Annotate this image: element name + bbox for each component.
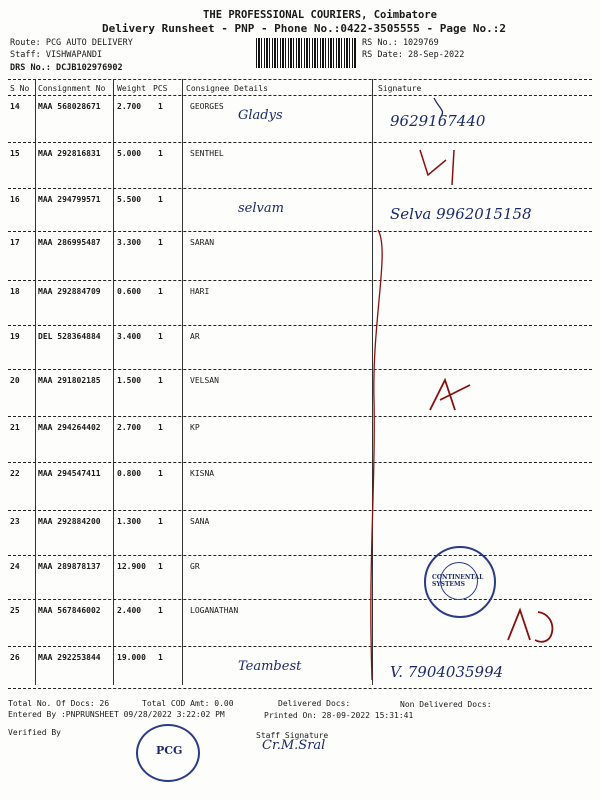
cell-sno: 17: [10, 238, 20, 247]
cell-cons: MAA 294799571: [38, 195, 101, 204]
cell-sno: 26: [10, 653, 20, 662]
cell-cons: MAA 292816831: [38, 149, 101, 158]
cell-pcs: 1: [158, 423, 163, 432]
cell-weight: 19.000: [117, 653, 146, 662]
cell-consignee: VELSAN: [190, 376, 219, 385]
col-consignment: Consignment No: [38, 84, 106, 93]
cell-cons: MAA 292884709: [38, 287, 101, 296]
cell-pcs: 1: [158, 102, 163, 111]
cell-weight: 0.800: [117, 469, 142, 478]
col-signature: Signature: [378, 84, 422, 93]
cell-sno: 18: [10, 287, 20, 296]
cell-sno: 15: [10, 149, 20, 158]
cell-cons: MAA 294264402: [38, 423, 101, 432]
cell-sno: 24: [10, 562, 20, 571]
cell-cons: MAA 567846002: [38, 606, 101, 615]
cell-cons: MAA 289878137: [38, 562, 101, 571]
cell-consignee: AR: [190, 332, 200, 341]
cell-pcs: 1: [158, 517, 163, 526]
cell-weight: 3.400: [117, 332, 142, 341]
cell-cons: MAA 292253844: [38, 653, 101, 662]
total-cod: Total COD Amt: 0.00: [142, 699, 234, 708]
handwritten-consignee: selvam: [238, 201, 284, 216]
signature-value: 9629167440: [390, 112, 486, 130]
col-consignee: Consignee Details: [186, 84, 268, 93]
cell-sno: 16: [10, 195, 20, 204]
cell-sno: 14: [10, 102, 20, 111]
cell-sno: 25: [10, 606, 20, 615]
cell-weight: 1.500: [117, 376, 142, 385]
cell-weight: 2.700: [117, 423, 142, 432]
drs-number: DRS No.: DCJB102976902: [10, 63, 123, 73]
cell-cons: MAA 286995487: [38, 238, 101, 247]
stamp-text: CONTINENTAL SYSTEMS: [432, 574, 484, 588]
cell-weight: 5.000: [117, 149, 142, 158]
stamp-pcg-text: PCG: [156, 744, 183, 757]
pen-tick-25: [508, 610, 552, 642]
pen-tick-15: [420, 150, 454, 185]
cell-pcs: 1: [158, 606, 163, 615]
cell-consignee: KISNA: [190, 469, 215, 478]
cell-cons: DEL 528364884: [38, 332, 101, 341]
pen-sig-14: [434, 98, 442, 118]
cell-weight: 2.400: [117, 606, 142, 615]
delivered-docs: Delivered Docs:: [278, 699, 351, 708]
cell-sno: 23: [10, 517, 20, 526]
cell-pcs: 1: [158, 287, 163, 296]
staff-label: Staff: VISHWAPANDI: [10, 50, 103, 60]
cell-weight: 3.300: [117, 238, 142, 247]
verified-by: Verified By: [8, 728, 61, 737]
cell-sno: 19: [10, 332, 20, 341]
route-label: Route: PCG AUTO DELIVERY: [10, 38, 133, 48]
cell-consignee: HARI: [190, 287, 210, 296]
cell-sno: 21: [10, 423, 20, 432]
cell-pcs: 1: [158, 238, 163, 247]
cell-pcs: 1: [158, 469, 163, 478]
cell-cons: MAA 292884200: [38, 517, 101, 526]
cell-consignee: SARAN: [190, 238, 215, 247]
staff-signature-label: Staff Signature: [256, 731, 329, 740]
cell-cons: MAA 568028671: [38, 102, 101, 111]
handwritten-consignee: Teambest: [238, 659, 302, 674]
col-weight: Weight: [117, 84, 146, 93]
col-sno: S No: [10, 84, 30, 93]
signature-value: V. 7904035994: [390, 663, 504, 681]
cell-cons: MAA 291802185: [38, 376, 101, 385]
total-docs: Total No. Of Docs: 26: [8, 699, 110, 708]
cell-weight: 1.300: [117, 517, 142, 526]
runsheet-title: Delivery Runsheet - PNP - Phone No.:0422-3505555 - Page No.:2: [102, 22, 506, 35]
cell-consignee: KP: [190, 423, 200, 432]
cell-consignee: LOGANATHAN: [190, 606, 239, 615]
cell-weight: 12.900: [117, 562, 146, 571]
cell-cons: MAA 294547411: [38, 469, 101, 478]
pen-tick-20: [430, 380, 470, 410]
staff-signature: Cr.M.Sral: [262, 738, 326, 753]
col-pcs: PCS: [153, 84, 168, 93]
cell-consignee: GR: [190, 562, 200, 571]
company-name: THE PROFESSIONAL COURIERS, Coimbatore: [203, 9, 437, 21]
printed-on: Printed On: 28-09-2022 15:31:41: [264, 711, 414, 720]
cell-consignee: SENTHEL: [190, 149, 224, 158]
cell-weight: 5.500: [117, 195, 142, 204]
cell-pcs: 1: [158, 332, 163, 341]
cell-pcs: 1: [158, 653, 163, 662]
cell-sno: 22: [10, 469, 20, 478]
cell-pcs: 1: [158, 195, 163, 204]
cell-pcs: 1: [158, 149, 163, 158]
non-delivered-docs: Non Delivered Docs:: [400, 700, 492, 709]
cell-consignee: SANA: [190, 517, 210, 526]
cell-weight: 2.700: [117, 102, 142, 111]
entered-by: Entered By :PNPRUNSHEET 09/28/2022 3:22:02 PM: [8, 710, 225, 719]
pen-stroke-line: [371, 230, 382, 680]
rs-number: RS No.: 1029769: [362, 38, 439, 48]
cell-pcs: 1: [158, 376, 163, 385]
cell-sno: 20: [10, 376, 20, 385]
cell-pcs: 1: [158, 562, 163, 571]
cell-weight: 0.600: [117, 287, 142, 296]
handwritten-consignee: Gladys: [238, 108, 283, 123]
signature-value: Selva 9962015158: [390, 205, 532, 223]
rs-date: RS Date: 28-Sep-2022: [362, 50, 465, 60]
cell-consignee: GEORGES: [190, 102, 224, 111]
